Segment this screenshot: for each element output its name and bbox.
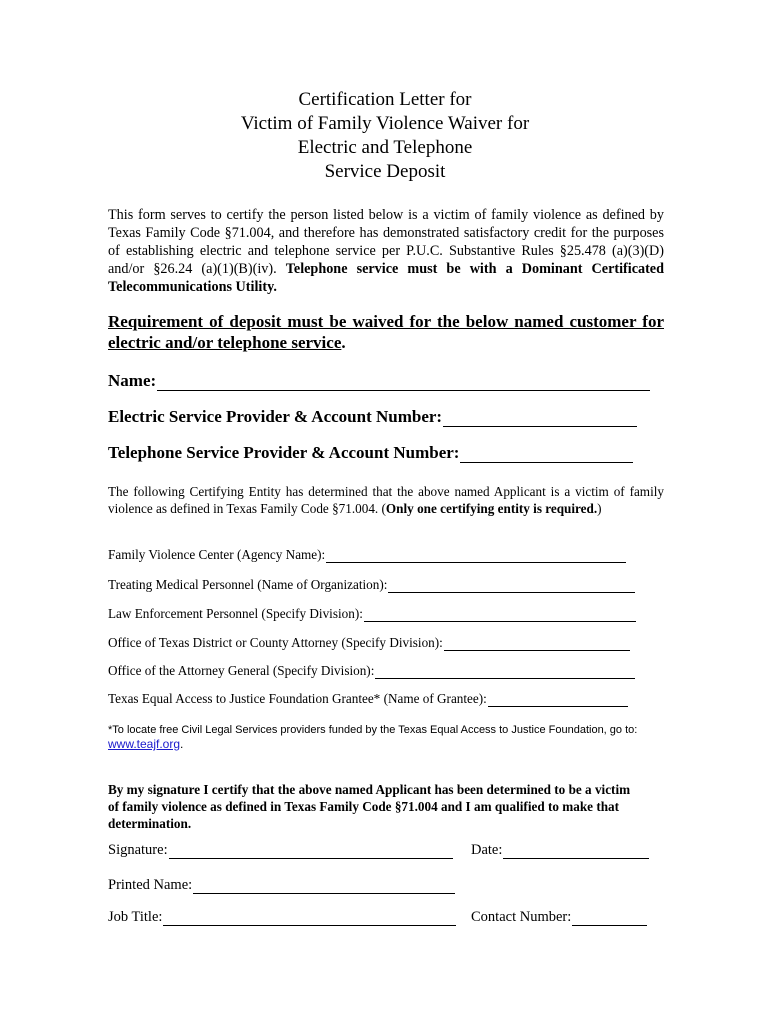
attorney-general-input-line[interactable]: [375, 665, 635, 679]
title-line-1: Certification Letter for: [298, 89, 472, 110]
medical-personnel-label: Treating Medical Personnel (Name of Organization):: [108, 577, 388, 592]
requirement-period: .: [341, 333, 346, 352]
name-label: Name:: [108, 371, 157, 390]
family-violence-center-label: Family Violence Center (Agency Name):: [108, 547, 326, 562]
district-attorney-input-line[interactable]: [444, 637, 630, 651]
attorney-general-field[interactable]: [108, 661, 635, 679]
teajf-grantee-field[interactable]: [108, 689, 628, 707]
contact-number-input-line[interactable]: [572, 910, 647, 926]
job-title-field[interactable]: [108, 906, 456, 926]
footnote-text: *To locate free Civil Legal Services providers funded by the Texas Equal Access to Justice Foundation, go to:: [108, 724, 638, 736]
job-title-input-line[interactable]: [163, 910, 456, 926]
printed-name-field[interactable]: [108, 874, 455, 894]
certifying-bold-text: Only one certifying entity is required.: [385, 500, 598, 516]
signature-field[interactable]: [108, 839, 453, 859]
certifying-close: ): [597, 500, 602, 516]
certifying-text: The following Certifying Entity has determined that the above named Applicant is a victim of family violence as defined in Texas Family Code §71.004. (: [108, 484, 664, 516]
document-title: [0, 88, 770, 184]
date-field[interactable]: [471, 839, 649, 859]
intro-text: This form serves to certify the person listed below is a victim of family violence as defined by Texas Family Code §71.004, and therefore has demonstrated satisfactory credit for the purposes of establishing electric and telephone service per P.U.C. Substantive Rules §25.478 (a)(3)(D) and/or §26.24 (a)(1)(B)(iv).: [108, 207, 664, 277]
family-violence-center-field[interactable]: [108, 545, 626, 563]
intro-bold-text: Telephone service must be with a Dominant Certificated Telecommunications Utility.: [108, 261, 664, 295]
electric-provider-field[interactable]: [108, 405, 637, 427]
medical-personnel-field[interactable]: [108, 575, 635, 593]
footnote-period: .: [180, 737, 184, 751]
medical-personnel-input-line[interactable]: [388, 579, 635, 593]
certifying-entity-paragraph: [108, 484, 664, 517]
name-field[interactable]: [108, 369, 650, 391]
date-input-line[interactable]: [503, 843, 649, 859]
title-line-2: Victim of Family Violence Waiver for: [240, 113, 530, 134]
signature-input-line[interactable]: [169, 843, 453, 859]
telephone-provider-label: Telephone Service Provider & Account Number:: [108, 443, 460, 462]
telephone-provider-input-line[interactable]: [460, 445, 633, 463]
electric-provider-input-line[interactable]: [443, 409, 637, 427]
printed-name-label: Printed Name:: [108, 877, 193, 893]
printed-name-input-line[interactable]: [193, 878, 455, 894]
teajf-link[interactable]: www.teajf.org: [108, 737, 181, 751]
footnote: [108, 723, 668, 752]
teajf-grantee-label: Texas Equal Access to Justice Foundation Grantee* (Name of Grantee):: [108, 691, 487, 706]
electric-provider-label: Electric Service Provider & Account Number:: [108, 407, 443, 426]
requirement-text: Requirement of deposit must be waived for the below named customer for electric and/or telephone service: [108, 312, 664, 352]
law-enforcement-label: Law Enforcement Personnel (Specify Division):: [108, 606, 363, 621]
law-enforcement-field[interactable]: [108, 604, 636, 622]
family-violence-center-input-line[interactable]: [326, 549, 626, 563]
attorney-general-label: Office of the Attorney General (Specify Division):: [108, 663, 375, 678]
date-label: Date:: [471, 842, 503, 858]
contact-number-field[interactable]: [471, 906, 647, 926]
name-input-line[interactable]: [157, 373, 650, 391]
district-attorney-field[interactable]: [108, 633, 630, 651]
district-attorney-label: Office of Texas District or County Attorney (Specify Division):: [108, 635, 443, 650]
job-title-label: Job Title:: [108, 909, 163, 925]
law-enforcement-input-line[interactable]: [364, 608, 636, 622]
certification-statement: By my signature I certify that the above named Applicant has been determined to be a victim of family violence as defined in Texas Family Code §71.004 and I am qualified to make that determination.: [108, 782, 631, 831]
title-line-4: Service Deposit: [324, 161, 446, 182]
signature-label: Signature:: [108, 842, 168, 858]
teajf-grantee-input-line[interactable]: [488, 693, 628, 707]
contact-number-label: Contact Number:: [471, 909, 572, 925]
title-line-3: Electric and Telephone: [297, 137, 473, 158]
telephone-provider-field[interactable]: [108, 441, 633, 463]
requirement-heading: [108, 311, 664, 353]
intro-paragraph: [108, 206, 664, 296]
